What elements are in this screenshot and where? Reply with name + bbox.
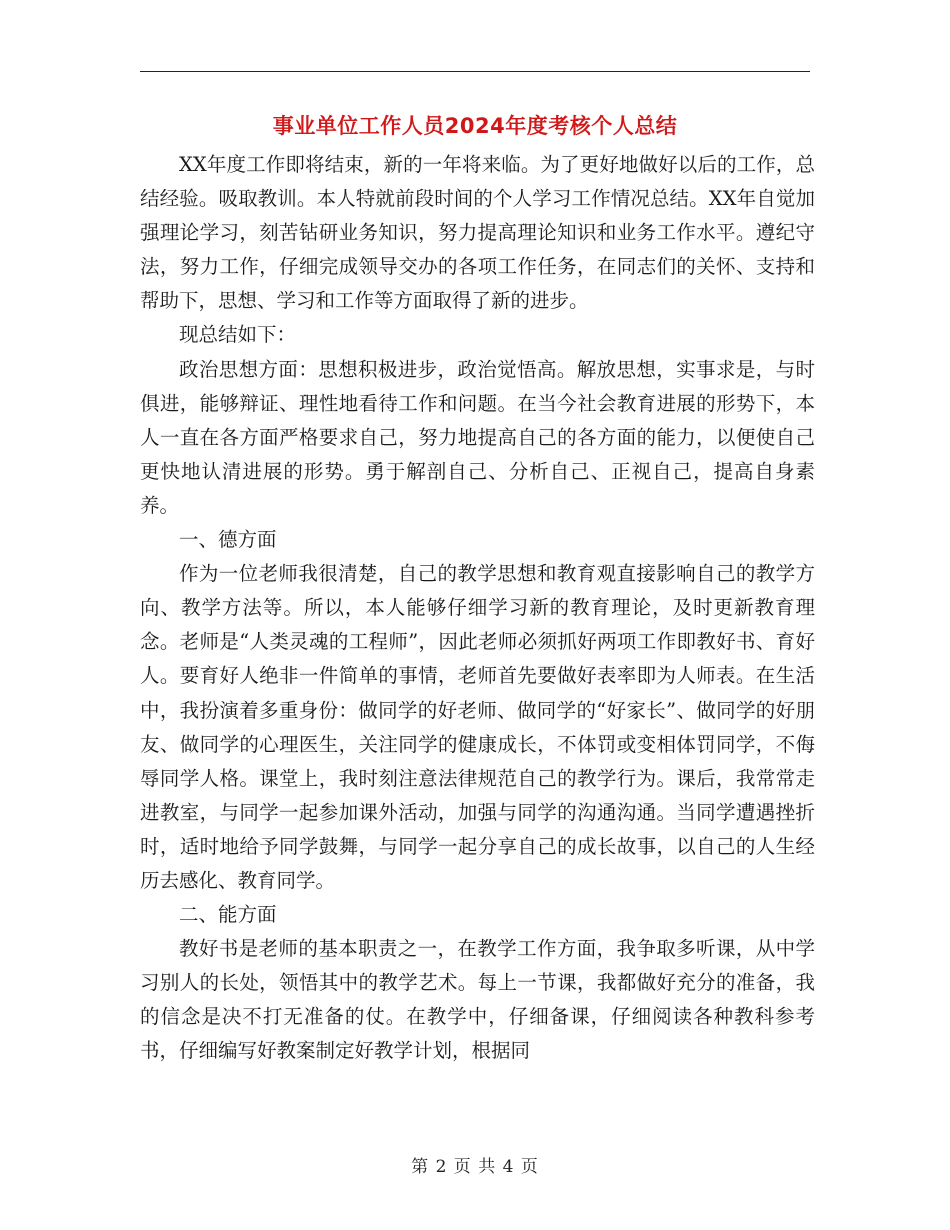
document-title: 事业单位工作人员2024年度考核个人总结: [272, 114, 678, 138]
page-number: 第 2 页 共 4 页: [411, 1157, 539, 1177]
header-rule: [140, 71, 810, 72]
paragraph-virtue: 作为一位老师我很清楚，自己的教学思想和教育观直接影响自己的教学方向、教学方法等。所以，本人能够仔细学习新的教育理论，及时更新教育理念。老师是“人类灵魂的工程师”，因此老师必须抓好两项工作即教好书、育好人。要育好人绝非一件简单的事情，老师首先要做好表率即为人师表。在生活中，我扮演着多重身份：做同学的好老师、做同学的“好家长”、做同学的好朋友、做同学的心理医生，关注同学的健康成长，不体罚或变相体罚同学，不侮辱同学人格。课堂上，我时刻注意法律规范自己的教学行为。课后，我常常走进教室，与同学一起参加课外活动，加强与同学的沟通沟通。当同学遭遇挫折时，适时地给予同学鼓舞，与同学一起分享自己的成长故事，以自己的人生经历去感化、教育同学。: [140, 562, 815, 892]
paragraph-ability: 教好书是老师的基本职责之一，在教学工作方面，我争取多听课，从中学习别人的长处，领悟其中的教学艺术。每上一节课，我都做好充分的准备，我的信念是决不打无准备的仗。在教学中，仔细备课，仔细阅读各种教科参考书，仔细编写好教案制定好教学计划，根据同: [140, 937, 815, 1063]
heading-virtue: 一、德方面: [179, 528, 277, 552]
paragraph-summary-lead: 现总结如下：: [179, 323, 297, 347]
paragraph-intro: XX年度工作即将结束，新的一年将来临。为了更好地做好以后的工作，总结经验。吸取教训。本人特就前段时间的个人学习工作情况总结。XX年自觉加强理论学习，刻苦钻研业务知识，努力提高理论知识和业务工作水平。遵纪守法，努力工作，仔细完成领导交办的各项工作任务，在同志们的关怀、支持和帮助下，思想、学习和工作等方面取得了新的进步。: [140, 153, 815, 313]
heading-ability: 二、能方面: [179, 903, 277, 927]
document-body: [140, 148, 815, 1069]
paragraph-political: 政治思想方面：思想积极进步，政治觉悟高。解放思想，实事求是，与时俱进，能够辩证、理性地看待工作和问题。在当今社会教育进展的形势下，本人一直在各方面严格要求自己，努力地提高自己的各方面的能力，以便使自己更快地认清进展的形势。勇于解剖自己、分析自己、正视自己，提高自身素养。: [140, 357, 815, 517]
